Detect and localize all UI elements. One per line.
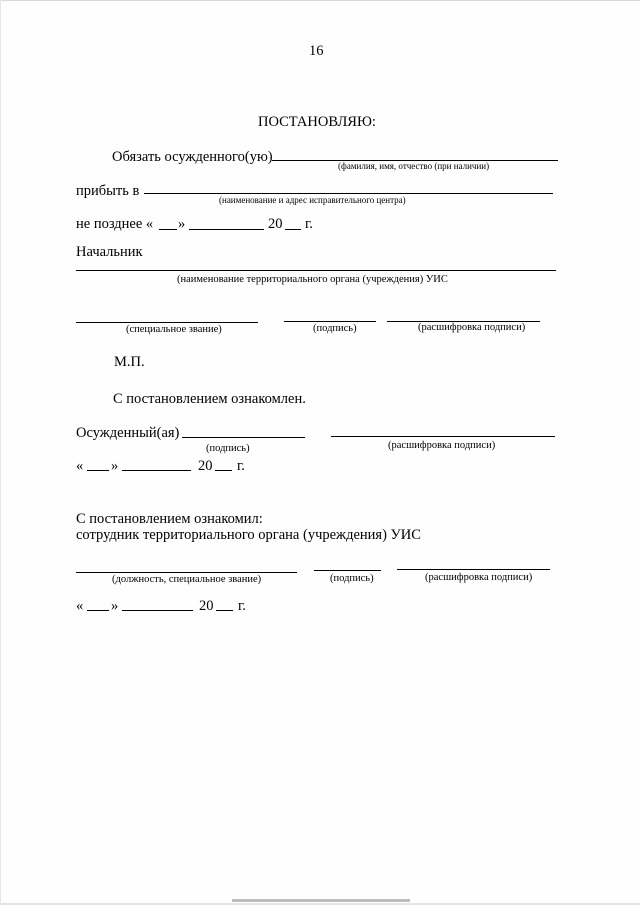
officer-date-year-line	[216, 610, 233, 611]
deadline-month-line	[189, 229, 264, 230]
acquainted-text: С постановлением ознакомлен.	[113, 391, 306, 407]
convict-date-year: 20	[198, 458, 213, 474]
page-number: 16	[309, 43, 324, 59]
authority-line	[76, 270, 556, 271]
rank-caption: (специальное звание)	[126, 324, 222, 335]
authority-caption: (наименование территориального органа (учреждения) УИС	[177, 274, 448, 285]
scan-mark	[232, 899, 410, 902]
acquainter-line-2: сотрудник территориального органа (учреждения) УИС	[76, 527, 421, 543]
rank-line	[76, 322, 258, 323]
deadline-day-line	[159, 229, 177, 230]
convict-date-day-line	[87, 470, 109, 471]
head-signature-caption: (подпись)	[313, 323, 357, 334]
deadline-close-quote: »	[178, 216, 186, 232]
acquainter-line-1: С постановлением ознакомил:	[76, 511, 263, 527]
page-edge-left	[0, 0, 1, 905]
officer-decoding-caption: (расшифровка подписи)	[425, 572, 533, 583]
deadline-prefix: не позднее «	[76, 216, 154, 232]
convict-date-open: «	[76, 458, 84, 474]
convict-signature-line	[182, 437, 305, 438]
convict-signature-caption: (подпись)	[206, 443, 250, 454]
correction-center-line	[144, 193, 553, 194]
convict-decoding-line	[331, 436, 555, 437]
correction-center-caption: (наименование и адрес исправительного центра)	[219, 195, 406, 205]
arrive-label: прибыть в	[76, 183, 140, 199]
officer-position-line	[76, 572, 297, 573]
convict-date-month-line	[122, 470, 191, 471]
officer-date-open: «	[76, 598, 84, 614]
convict-decoding-caption: (расшифровка подписи)	[388, 440, 496, 451]
head-decoding-caption: (расшифровка подписи)	[418, 322, 526, 333]
head-label: Начальник	[76, 244, 143, 260]
page-edge-top	[0, 0, 640, 1]
oblige-label: Обязать осужденного(ую)	[112, 149, 273, 165]
stamp-place: М.П.	[114, 354, 145, 370]
officer-date-year: 20	[199, 598, 214, 614]
convict-name-caption: (фамилия, имя, отчество (при наличии)	[338, 161, 490, 171]
officer-signature-line	[314, 570, 381, 571]
officer-date-day-line	[87, 610, 109, 611]
deadline-year-prefix: 20	[268, 216, 283, 232]
officer-date-month-line	[122, 610, 193, 611]
officer-date-close: »	[111, 598, 119, 614]
convict-label: Осужденный(ая)	[76, 425, 180, 441]
convict-date-year-line	[215, 470, 232, 471]
officer-signature-caption: (подпись)	[330, 573, 374, 584]
deadline-year-suffix: г.	[305, 216, 313, 232]
head-signature-line	[284, 321, 376, 322]
deadline-year-line	[285, 229, 301, 230]
officer-date-suffix: г.	[238, 598, 246, 614]
officer-decoding-line	[397, 569, 550, 570]
convict-date-close: »	[111, 458, 119, 474]
convict-date-suffix: г.	[237, 458, 245, 474]
decree-heading: ПОСТАНОВЛЯЮ:	[258, 114, 376, 130]
officer-position-caption: (должность, специальное звание)	[112, 574, 262, 585]
